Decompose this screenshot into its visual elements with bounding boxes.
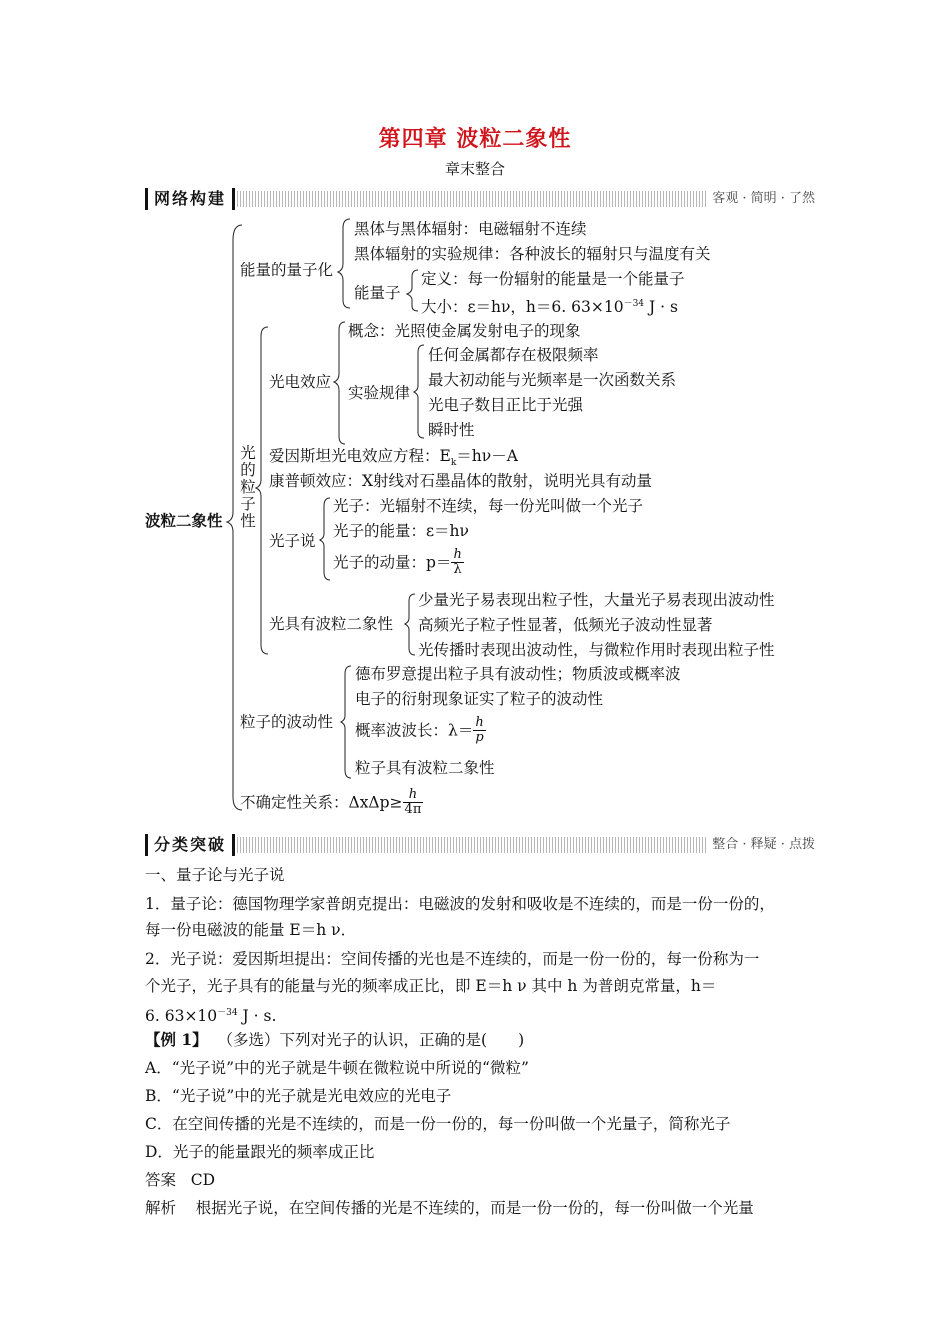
leaf-quantum-size: 大小：ε＝hν，h＝6. $63\times 10^{-34}$ J · s	[421, 298, 678, 317]
leaf-einstein: 爱因斯坦光电效应方程：$E_k=h\nu-A$	[269, 447, 518, 469]
leaf-duality-3: 光传播时表现出波动性，与微粒作用时表现出粒子性	[418, 641, 775, 659]
analysis-line	[145, 1195, 754, 1221]
answer-line	[145, 1167, 215, 1193]
node-photoelectric: 光电效应	[269, 373, 332, 391]
analysis-label: 解析	[145, 1199, 177, 1217]
leaf-duality-2: 高频光子粒子性显著，低频光子波动性显著	[418, 616, 713, 634]
page-subtitle: 章末整合	[444, 160, 505, 178]
node-duality: 光具有波粒二象性	[269, 615, 394, 633]
leaf-duality-1: 少量光子易表现出粒子性，大量光子易表现出波动性	[418, 591, 775, 609]
fraction: $\frac{h}{4\pi}$	[404, 787, 422, 817]
node-pe-law: 实验规律	[348, 384, 411, 402]
leaf-wave-3: 概率波波长：λ＝ $\frac{h}{p}$	[355, 715, 484, 745]
node-photon-theory: 光子说	[269, 532, 316, 550]
section-band-breakdown	[145, 834, 815, 856]
example-tag: 【例 1】	[145, 1030, 208, 1049]
answer-value: CD	[190, 1171, 216, 1189]
fraction: $\frac{h}{\lambda}$	[453, 547, 462, 577]
leaf-photon-1: 光子：光辐射不连续，每一份光叫做一个光子	[333, 497, 644, 515]
leaf-uncertainty: 不确定性关系：ΔxΔp≥ $\frac{h}{4\pi}$	[240, 787, 422, 817]
para-1-line-1: 1．量子论：德国物理学家普朗克提出：电磁波的发射和吸收是不连续的，而是一份一份的，	[145, 895, 775, 913]
heading-quantum-photon: 一、量子论与光子说	[145, 866, 285, 884]
option-a: A．“光子说”中的光子就是牛顿在微粒说中所说的“微粒”	[145, 1059, 529, 1077]
example-1	[145, 1027, 524, 1053]
section-tag: 客观 · 简明 · 了然	[706, 188, 815, 210]
option-d: D．光子的能量跟光的频率成正比	[145, 1143, 375, 1161]
answer-label: 答案	[145, 1171, 177, 1189]
leaf-wave-4: 粒子具有波粒二象性	[355, 759, 495, 777]
leaf-compton: 康普顿效应：X射线对石墨晶体的散射，说明光具有动量	[269, 472, 653, 490]
leaf-blackbody: 黑体与黑体辐射：电磁辐射不连续	[354, 220, 587, 238]
para-2-line-2: 个光子，光子具有的能量与光的频率成正比，即 E＝h ν 其中 h 为普朗克常量，h＝	[145, 977, 717, 995]
para-2-line-1: 2．光子说：爱因斯坦提出：空间传播的光也是不连续的，而是一份一份的，每一份称为一	[145, 950, 760, 968]
leaf-wave-1: 德布罗意提出粒子具有波动性；物质波或概率波	[355, 665, 681, 683]
leaf-pe-concept: 概念：光照使金属发射电子的现象	[348, 322, 581, 340]
leaf-quantum-def: 定义：每一份辐射的能量是一个能量子	[421, 270, 685, 288]
leaf-pe-law-4: 瞬时性	[428, 421, 475, 439]
leaf-blackbody-law: 黑体辐射的实验规律：各种波长的辐射只与温度有关	[354, 245, 711, 263]
option-b: B．“光子说”中的光子就是光电效应的光电子	[145, 1087, 452, 1105]
section-label: 分类突破	[145, 834, 235, 856]
tree-root: 波粒二象性	[145, 512, 223, 530]
node-particle-nature: 光的粒子性	[240, 444, 256, 530]
leaf-pe-law-1: 任何金属都存在极限频率	[428, 346, 599, 364]
leaf-pe-law-3: 光电子数目正比于光强	[428, 396, 584, 414]
node-quantum: 能量子	[354, 284, 401, 302]
analysis-text: 根据光子说，在空间传播的光是不连续的，而是一份一份的，每一份叫做一个光量	[195, 1199, 754, 1217]
leaf-photon-2: 光子的能量：ε＝hν	[333, 522, 469, 540]
page-title: 第四章 波粒二象性	[378, 127, 572, 152]
leaf-pe-law-2: 最大初动能与光频率是一次函数关系	[428, 371, 677, 389]
node-energy-quantization: 能量的量子化	[240, 261, 334, 279]
section-tag: 整合 · 释疑 · 点拨	[706, 834, 815, 856]
node-wave-nature: 粒子的波动性	[240, 713, 334, 731]
option-c: C．在空间传播的光是不连续的，而是一份一份的，每一份叫做一个光量子，简称光子	[145, 1115, 731, 1133]
section-label: 网络构建	[145, 188, 235, 210]
example-question: （多选）下列对光子的认识，正确的是( )	[217, 1031, 525, 1049]
para-1-line-2: 每一份电磁波的能量 E＝h ν．	[145, 921, 357, 939]
leaf-photon-3: 光子的动量：p＝ $\frac{h}{\lambda}$	[333, 547, 462, 577]
fraction: $\frac{h}{p}$	[475, 715, 484, 745]
leaf-wave-2: 电子的衍射现象证实了粒子的波动性	[355, 690, 604, 708]
para-2-line-3: 6. $63\times 10^{-34}$ J · s.	[145, 1007, 277, 1026]
